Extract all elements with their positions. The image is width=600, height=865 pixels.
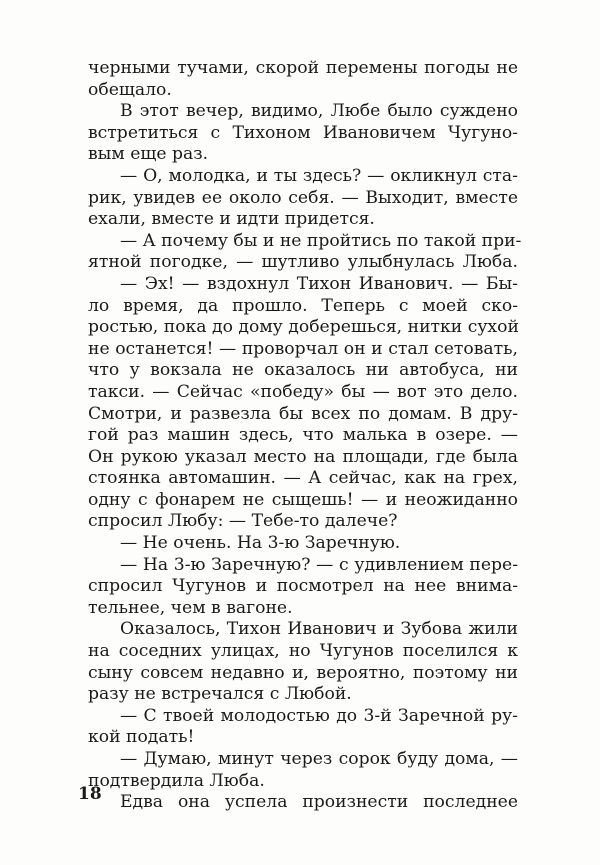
text-line: разу не встречался с Любой. (88, 684, 352, 705)
text-line: — О, молодка, и ты здесь? — окликнул ста- (120, 165, 518, 186)
text-line: на соседних улицах, но Чугунов поселился к (88, 641, 518, 662)
text-line: сыну совсем недавно и, вероятно, поэтому ни (88, 662, 518, 683)
text-line: рик, увидев ее около себя. — Выходит, вместе (88, 187, 518, 208)
text-line: встретиться с Тихоном Ивановичем Чугуно- (88, 122, 518, 143)
text-line: — На 3-ю Заречную? — с удивлением пере- (120, 554, 518, 575)
text-line: стоянка автомашин. — А сейчас, как на грех, (88, 468, 518, 489)
text-line: такси. — Сейчас «победу» бы — вот это дело. (88, 381, 518, 402)
page-number: 18 (78, 784, 102, 804)
text-line: — Думаю, минут через сорок буду дома, — (120, 749, 518, 769)
text-line: — А почему бы и не пройтись по такой при- (120, 230, 522, 251)
text-line: — Эх! — вздохнул Тихон Иванович. — Бы- (120, 273, 518, 294)
text-line: подтвердила Люба. (88, 770, 265, 791)
text-line: спросил Чугунов и посмотрел на нее внима- (88, 576, 518, 597)
text-line: что у вокзала не оказалось ни автобуса, ни (88, 360, 518, 381)
text-line: черными тучами, скорой перемены погоды не (88, 58, 518, 78)
text-line: кой подать! (88, 727, 195, 748)
text-line: Смотри, и развезла бы всех по домам. В дру- (88, 403, 518, 424)
text-line: обещало. (88, 79, 172, 100)
text-line: — С твоей молодостью до 3-й Заречной ру- (120, 705, 518, 726)
text-line: Оказалось, Тихон Иванович и Зубова жили (120, 619, 518, 640)
text-line: тельнее, чем в вагоне. (88, 597, 293, 618)
text-line: ятной погодке, — шутливо улыбнулась Люба. (88, 252, 518, 273)
text-line: Едва она успела произнести последнее (120, 792, 518, 813)
text-line: В этот вечер, видимо, Любе было суждено (120, 101, 518, 122)
text-line: ростью, пока до дому доберешься, нитки сухой (88, 317, 519, 338)
text-line: ехали, вместе и идти придется. (88, 209, 375, 230)
text-line: гой раз машин здесь, что малька в озере. — (88, 425, 518, 446)
text-line: спросил Любу: — Тебе-то далече? (88, 511, 398, 532)
text-line: не останется! — проворчал он и стал сетовать, (88, 338, 518, 359)
body-text (88, 58, 522, 814)
text-line: ло время, да прошло. Теперь с моей ско- (88, 295, 518, 316)
text-line: вым еще раз. (88, 144, 209, 165)
text-line: Он рукою указал место на площади, где была (88, 446, 518, 467)
text-line: одну с фонарем не сыщешь! — и неожиданно (88, 489, 518, 510)
text-line: — Не очень. На 3-ю Заречную. (120, 533, 401, 554)
